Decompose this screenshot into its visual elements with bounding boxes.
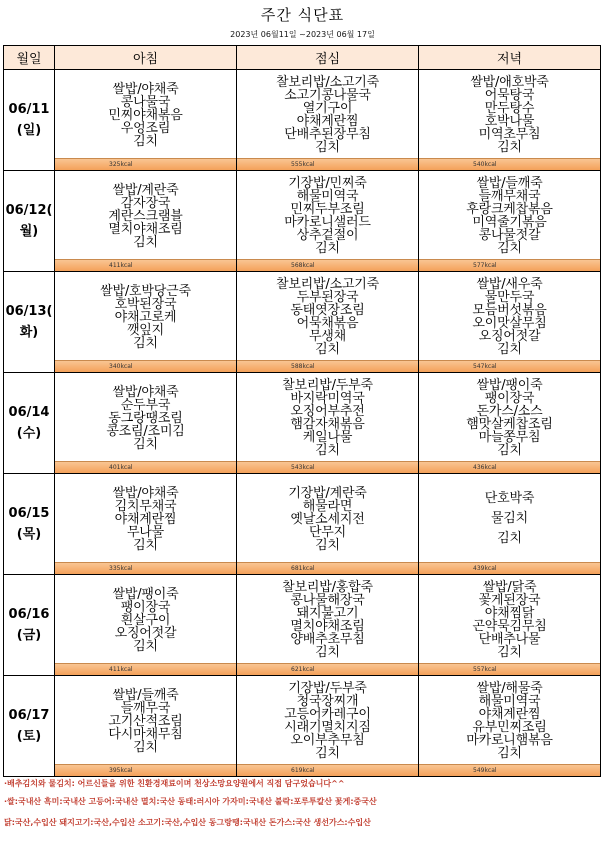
kcal-bar: 547kcal	[419, 360, 600, 372]
dish-item: 깻잎지	[126, 322, 165, 338]
day-date: 06/15	[8, 506, 50, 521]
breakfast-items	[55, 272, 236, 360]
dish-item: 김치	[133, 739, 158, 755]
dish-item: 마카로니샐러드	[284, 215, 371, 230]
dish-item: 무생채	[308, 329, 347, 344]
dinner-cell	[419, 575, 601, 676]
table-row	[4, 474, 601, 575]
table-row	[4, 171, 601, 272]
day-weekday: (수)	[16, 426, 42, 441]
dish-item: 쌀밥/팽이죽	[476, 378, 543, 393]
dish-item: 소고기콩나물국	[284, 88, 371, 103]
dish-item: 흰살구이	[120, 612, 171, 628]
dish-item: 김치	[497, 140, 522, 155]
dish-item: 김치	[315, 140, 340, 155]
lunch-cell	[237, 171, 419, 272]
dish-item: 청국장찌개	[296, 694, 359, 709]
dinner-cell	[419, 676, 601, 777]
lunch-cell	[237, 70, 419, 171]
header-lunch: 점심	[237, 46, 419, 70]
dish-item: 계란스크램블	[108, 208, 183, 224]
day-date: 06/17	[8, 708, 50, 723]
dinner-items	[419, 676, 600, 764]
dish-item: 해물미역국	[478, 694, 541, 709]
kcal-bar: 555kcal	[237, 158, 418, 170]
table-row	[4, 676, 601, 777]
dish-item: 상추겉절이	[296, 228, 359, 243]
kcal-bar: 340kcal	[55, 360, 236, 372]
day-date: 06/12(	[5, 203, 53, 218]
kcal-bar: 395kcal	[55, 764, 236, 776]
dish-item: 콩조림/조미김	[106, 423, 185, 439]
dinner-items	[419, 373, 600, 461]
table-row	[4, 373, 601, 474]
note-origin-2: 닭:국산,수입산 돼지고기:국산,수입산 소고기:국산,수입산 동그랑땡:국내산 돈가스:국산 생선가스:수입산	[4, 818, 371, 827]
day-cell	[4, 676, 55, 777]
lunch-items	[237, 272, 418, 360]
dish-item: 기장밥/두부죽	[288, 681, 367, 696]
kcal-bar: 568kcal	[237, 259, 418, 271]
dish-item: 찰보리밥/홍합죽	[282, 580, 373, 595]
dish-item: 쌀밥/애호박죽	[470, 75, 549, 90]
kcal-bar: 577kcal	[419, 259, 600, 271]
dish-item: 모듬버섯볶음	[472, 303, 547, 318]
breakfast-items	[55, 171, 236, 259]
day-cell	[4, 171, 55, 272]
dish-item: 김치	[497, 241, 522, 256]
dish-item: 김치	[133, 234, 158, 250]
dish-item: 멸치야채조림	[108, 221, 183, 237]
dish-item: 옛날소세지전	[290, 511, 365, 527]
dish-item: 시래기멸치지짐	[284, 720, 371, 735]
day-weekday: 월)	[19, 224, 39, 239]
day-cell	[4, 373, 55, 474]
day-weekday: (금)	[16, 628, 42, 643]
breakfast-cell	[55, 474, 237, 575]
day-weekday: (목)	[16, 527, 42, 542]
dish-item: 김치	[497, 645, 522, 660]
dish-item: 김치	[315, 645, 340, 660]
dish-item: 쌀밥/새우죽	[476, 277, 543, 292]
dish-item: 오이맛살무침	[472, 316, 547, 331]
dinner-items	[419, 575, 600, 663]
lunch-items	[237, 373, 418, 461]
dish-item: 김치	[133, 133, 158, 149]
dish-item: 야채찜닭	[484, 606, 535, 621]
dish-item: 다시마채무침	[108, 726, 183, 742]
dish-item: 김치	[133, 436, 158, 452]
dish-item: 찰보리밥/두부죽	[282, 378, 373, 393]
day-cell	[4, 70, 55, 171]
kcal-bar: 411kcal	[55, 663, 236, 675]
dish-item: 들깨무국	[120, 700, 171, 716]
dish-item: 쌀밥/야채죽	[112, 384, 179, 400]
dish-item: 고기산적조림	[108, 713, 183, 729]
dish-item: 야채계란찜	[478, 707, 541, 722]
day-weekday: (토)	[16, 729, 42, 744]
page-title: 주간 식단표	[260, 6, 345, 24]
dish-item: 유부민찌조림	[472, 720, 547, 735]
dinner-items	[419, 171, 600, 259]
kcal-bar: 681kcal	[237, 562, 418, 574]
dish-item: 후랑크케찹볶음	[466, 202, 553, 217]
dinner-items	[419, 474, 600, 562]
breakfast-cell	[55, 575, 237, 676]
dish-item: 쌀밥/팽이죽	[112, 586, 179, 602]
dish-item: 오징어젓갈	[114, 625, 177, 641]
dish-item: 김치	[315, 241, 340, 256]
lunch-items	[237, 474, 418, 562]
note-origin-1: ·쌀:국내산 흑미:국내산 고등어:국내산 멸치:국산 동태:러시아 가자미:국내산 불락:포루투칼산 꽃게:중국산	[4, 797, 377, 806]
dish-item: 쌀밥/들깨죽	[476, 176, 543, 191]
dish-item: 민찌야채볶음	[108, 107, 183, 123]
dish-item: 김치무채국	[114, 498, 177, 514]
dish-item: 곤약묵김무침	[472, 619, 547, 634]
dish-item: 김치	[133, 638, 158, 654]
note-kimchi: ·배추김치와 물김치: 어르신들을 위한 친환경재료이며 천상소망요양원에서 직접 담구었습니다^^	[4, 779, 345, 788]
lunch-items	[237, 171, 418, 259]
breakfast-cell	[55, 676, 237, 777]
dish-item: 동태엿장조림	[290, 303, 365, 318]
kcal-bar: 588kcal	[237, 360, 418, 372]
lunch-cell	[237, 676, 419, 777]
dish-item: 쌀밥/들깨죽	[112, 687, 179, 703]
day-cell	[4, 272, 55, 373]
dinner-cell	[419, 373, 601, 474]
dish-item: 돈가스/소스	[476, 404, 543, 419]
dinner-cell	[419, 272, 601, 373]
kcal-bar: 549kcal	[419, 764, 600, 776]
dish-item: 돼지불고기	[296, 606, 359, 621]
dish-item: 콩나물젓갈	[478, 228, 541, 243]
dish-item: 김치	[133, 537, 158, 553]
lunch-cell	[237, 575, 419, 676]
dish-item: 케일나물	[302, 430, 353, 445]
dish-item: 찰보리밥/소고기죽	[275, 75, 380, 90]
dish-item: 두부된장국	[296, 290, 359, 305]
dish-item: 팽이장국	[120, 599, 171, 615]
breakfast-cell	[55, 70, 237, 171]
dish-item: 미역줄기볶음	[472, 215, 547, 230]
dish-item: 고등어카레구이	[284, 707, 371, 722]
kcal-bar: 543kcal	[237, 461, 418, 473]
dinner-items	[419, 70, 600, 158]
lunch-cell	[237, 373, 419, 474]
dish-item: 김치	[315, 537, 340, 553]
header-breakfast: 아침	[55, 46, 237, 70]
dish-item: 햄감자채볶음	[290, 417, 365, 432]
day-cell	[4, 474, 55, 575]
kcal-bar: 439kcal	[419, 562, 600, 574]
dish-item: 마카로니햄볶음	[466, 733, 553, 748]
dish-item: 오징어부추전	[290, 404, 365, 419]
kcal-bar: 401kcal	[55, 461, 236, 473]
kcal-bar: 557kcal	[419, 663, 600, 675]
dish-item: 미역초무침	[478, 127, 541, 142]
dish-item: 무나물	[126, 524, 165, 540]
kcal-bar: 325kcal	[55, 158, 236, 170]
dish-item: 김치	[315, 342, 340, 357]
kcal-bar: 619kcal	[237, 764, 418, 776]
dish-item: 야채계란찜	[114, 511, 177, 527]
dish-item: 감자장국	[120, 195, 171, 211]
dish-item: 물김치	[490, 511, 529, 526]
day-date: 06/14	[8, 405, 50, 420]
dish-item: 김치	[497, 746, 522, 761]
dish-item: 열기구이	[302, 101, 353, 116]
breakfast-items	[55, 575, 236, 663]
day-weekday: 화)	[19, 325, 39, 340]
dish-item: 동그랑땡조림	[108, 410, 183, 426]
header-date: 월일	[4, 46, 55, 70]
kcal-bar: 411kcal	[55, 259, 236, 271]
dish-item: 기장밥/계란죽	[288, 485, 367, 501]
dish-item: 만두탕수	[484, 101, 535, 116]
breakfast-items	[55, 676, 236, 764]
table-row	[4, 70, 601, 171]
dish-item: 어묵탕국	[484, 88, 535, 103]
breakfast-items	[55, 373, 236, 461]
dish-item: 쌀밥/야채죽	[112, 485, 179, 501]
breakfast-cell	[55, 272, 237, 373]
dinner-items	[419, 272, 600, 360]
kcal-bar: 436kcal	[419, 461, 600, 473]
dish-item: 멸치야채조림	[290, 619, 365, 634]
breakfast-items	[55, 70, 236, 158]
dish-item: 김치	[315, 746, 340, 761]
breakfast-cell	[55, 373, 237, 474]
kcal-bar: 540kcal	[419, 158, 600, 170]
dish-item: 꽃게된장국	[478, 593, 541, 608]
dish-item: 민찌두부조림	[290, 202, 365, 217]
dish-item: 마늘쫑무침	[478, 430, 541, 445]
dish-item: 물만두국	[484, 290, 535, 305]
dish-item: 김치	[497, 342, 522, 357]
dish-item: 쌀밥/호박당근죽	[100, 283, 191, 299]
dinner-cell	[419, 70, 601, 171]
dish-item: 쌀밥/계란죽	[112, 182, 179, 198]
day-date: 06/11	[8, 102, 50, 117]
dish-item: 해물미역국	[296, 189, 359, 204]
dish-item: 김치	[133, 335, 158, 351]
dish-item: 김치	[497, 443, 522, 458]
lunch-items	[237, 575, 418, 663]
dish-item: 쌀밥/닭죽	[482, 580, 537, 595]
dinner-cell	[419, 474, 601, 575]
dish-item: 콩나물해장국	[290, 593, 365, 608]
menu-period: 2023년 06월11일 ~2023년 06월 17일	[230, 30, 375, 39]
dish-item: 단배추나물	[478, 632, 541, 647]
day-cell	[4, 575, 55, 676]
table-row	[4, 575, 601, 676]
dish-item: 김치	[315, 443, 340, 458]
dish-item: 바지락미역국	[290, 391, 365, 406]
table-row	[4, 272, 601, 373]
dish-item: 단배추된장무침	[284, 127, 371, 142]
dish-item: 기장밥/민찌죽	[288, 176, 367, 191]
dish-item: 쌀밥/해물죽	[476, 681, 543, 696]
dish-item: 들깨무채국	[478, 189, 541, 204]
breakfast-items	[55, 474, 236, 562]
weekly-menu-table	[3, 45, 601, 777]
day-weekday: (일)	[16, 123, 42, 138]
breakfast-cell	[55, 171, 237, 272]
lunch-cell	[237, 474, 419, 575]
dish-item: 햄맛살케찹조림	[466, 417, 553, 432]
notes-section	[4, 778, 601, 838]
lunch-items	[237, 70, 418, 158]
dish-item: 오징어젓갈	[478, 329, 541, 344]
dish-item: 야채고로케	[114, 309, 177, 325]
dish-item: 순두부국	[120, 397, 171, 413]
dish-item: 단호박죽	[484, 491, 535, 506]
dish-item: 오이부추무침	[290, 733, 365, 748]
dish-item: 어묵채볶음	[296, 316, 359, 331]
dinner-cell	[419, 171, 601, 272]
lunch-cell	[237, 272, 419, 373]
dish-item: 야채계란찜	[296, 114, 359, 129]
dish-item: 콩나물국	[120, 94, 171, 110]
kcal-bar: 621kcal	[237, 663, 418, 675]
lunch-items	[237, 676, 418, 764]
header-dinner: 저녁	[419, 46, 601, 70]
day-date: 06/13(	[5, 304, 53, 319]
dish-item: 호박된장국	[114, 296, 177, 312]
dish-item: 김치	[497, 531, 522, 546]
dish-item: 쌀밥/야채죽	[112, 81, 179, 97]
dish-item: 해물라면	[302, 498, 353, 514]
table-header-row	[4, 46, 601, 70]
dish-item: 호박나물	[484, 114, 535, 129]
dish-item: 우엉조림	[120, 120, 171, 136]
menu-body	[4, 70, 601, 777]
day-date: 06/16	[8, 607, 50, 622]
dish-item: 팽이장국	[484, 391, 535, 406]
dish-item: 양배추초무침	[290, 632, 365, 647]
dish-item: 찰보리밥/소고기죽	[275, 277, 380, 292]
kcal-bar: 335kcal	[55, 562, 236, 574]
dish-item: 단무지	[308, 524, 347, 540]
